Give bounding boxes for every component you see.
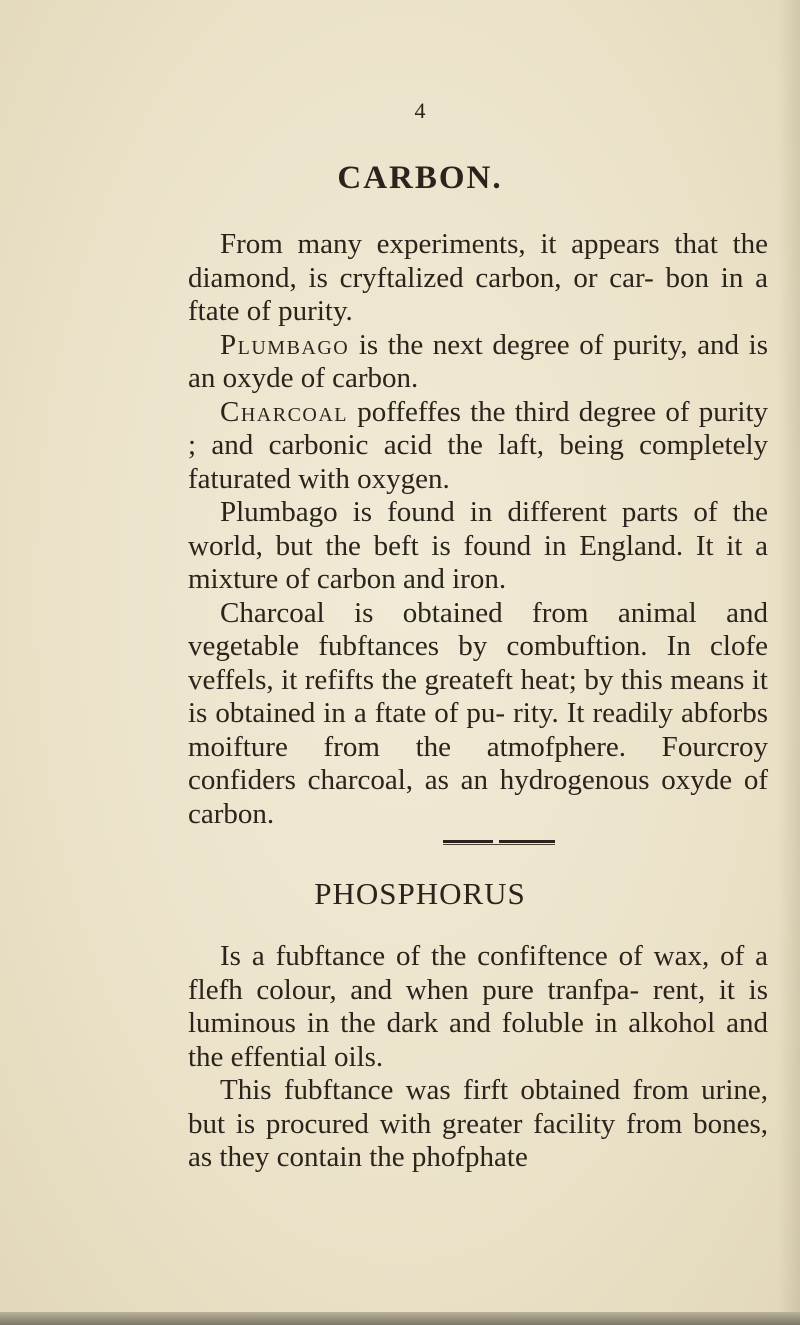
- lead-term: Charcoal: [220, 395, 349, 428]
- section-heading-carbon: CARBON.: [337, 160, 503, 196]
- section-heading-phosphorus: PHOSPHORUS: [314, 876, 526, 911]
- lead-term: Plumbago: [220, 328, 350, 361]
- paragraph: From many experiments, it appears that the diamond, is cryftalized carbon, or car- bon in a ftate of purity.: [188, 228, 768, 327]
- paragraph: Charcoal poffeffes the third degree of purity ; and carbonic acid the laft, being completely faturated with oxygen.: [188, 395, 768, 495]
- paragraph: Charcoal is obtained from animal and vegetable fubftances by combuftion. In clofe veffels, it refifts the greateft heat; by this means it is obtained in a ftate of pu- rity. It readily abforbs moifture from the atmofphere. Fourcroy confiders charcoal, as an hydrogenous oxyde of carbon.: [188, 596, 768, 830]
- section-divider-rule: [443, 840, 557, 846]
- paragraph: Is a fubftance of the confiftence of wax, of a flefh colour, and when pure tranfpa- rent, it is luminous in the dark and foluble in alkohol and the effential oils.: [188, 940, 768, 1073]
- page-bottom-edge: [0, 1312, 800, 1325]
- paragraph: Plumbago is the next degree of purity, and is an oxyde of carbon.: [188, 328, 768, 394]
- page-edge-shadow: [778, 0, 800, 1325]
- page-number: 4: [414, 98, 426, 123]
- carbon-section-body: [188, 228, 768, 831]
- phosphorus-section-body: [188, 940, 768, 1175]
- paragraph: This fubftance was firft obtained from urine, but is procured with greater facility from bones, as they contain the phofphate: [188, 1074, 768, 1173]
- paragraph: Plumbago is found in different parts of the world, but the beft is found in England. It it a mixture of carbon and iron.: [188, 496, 768, 595]
